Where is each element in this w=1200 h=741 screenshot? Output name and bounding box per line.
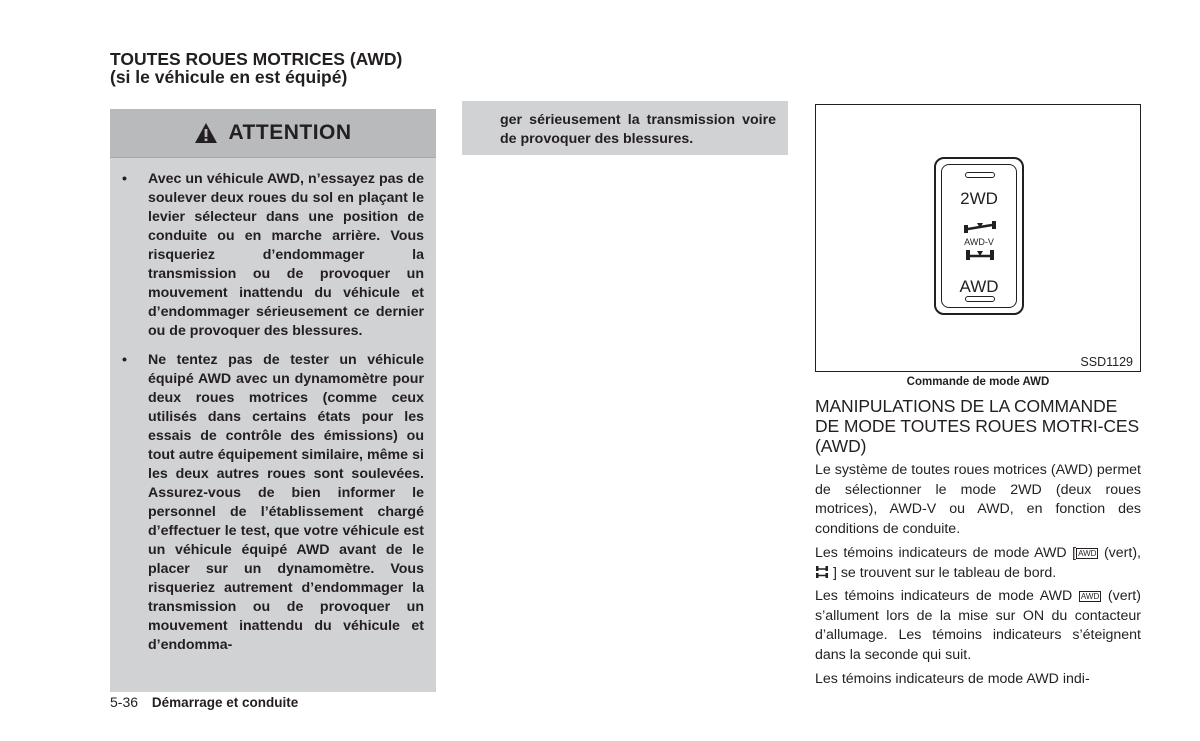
paragraph-3 [815, 587, 1141, 665]
figure-awd-switch [815, 104, 1141, 372]
section-title-sub: (si le véhicule en est équipé) [110, 67, 348, 87]
paragraph-1: Le système de toutes roues motrices (AWD) permet de sélectionner le mode 2WD (deux roues motrices), AWD-V ou AWD, en fonction des conditions de conduite. [815, 462, 1141, 537]
warning-triangle-icon [194, 122, 218, 144]
warning-continuation [462, 101, 788, 155]
awd-v-drivetrain-icon [963, 220, 997, 234]
figure-caption: Commande de mode AWD [906, 376, 1050, 388]
paragraph-2 [815, 544, 1141, 583]
switch-label-awd: AWD [959, 277, 999, 296]
warning-box [110, 109, 436, 692]
awd-indicator-symbol: AWD [1080, 592, 1100, 601]
figure-code: SSD1129 [1080, 355, 1133, 369]
paragraph-2-mid: (vert), [1103, 545, 1141, 561]
page-footer [110, 694, 298, 710]
warning-header [110, 109, 436, 158]
switch-label-2wd: 2WD [960, 189, 998, 208]
page-number: 5-36 [110, 694, 139, 710]
warning-list [110, 158, 436, 655]
warning-title: ATTENTION [228, 121, 352, 144]
warning-item [110, 170, 424, 341]
chapter-title: Démarrage et conduite [151, 695, 299, 710]
awd-drivetrain-icon [965, 249, 995, 261]
paragraph-2-start: Les témoins indicateurs de mode AWD [ [815, 545, 1077, 561]
switch-bottom-ridge [965, 296, 995, 302]
switch-face [941, 164, 1017, 308]
paragraph-4: Les témoins indicateurs de mode AWD indi- [815, 671, 1090, 687]
awd-v-indicator-icon [815, 565, 829, 579]
paragraph-3-end: (vert) s’allument lors de la mise sur ON du contacteur d’allumage. Les témoins indicateurs s’éteignent dans la seconde qui suit. [815, 588, 1141, 663]
section-title-main: TOUTES ROUES MOTRICES (AWD) [110, 49, 403, 69]
section-title [110, 50, 450, 86]
bullet: • [122, 352, 127, 368]
switch-top-ridge [965, 172, 995, 178]
subsection-heading: MANIPULATIONS DE LA COMMANDE DE MODE TOUTES ROUES MOTRI-CES (AWD) [815, 396, 1140, 456]
warning-item [110, 351, 424, 655]
paragraph-3-start: Les témoins indicateurs de mode AWD [815, 588, 1073, 604]
paragraph-2-end: ] se trouvent sur le tableau de bord. [832, 564, 1057, 581]
switch-label-awd-v: AWD-V [964, 237, 994, 247]
warning-item-text: Avec un véhicule AWD, n’essayez pas de soulever deux roues du sol en plaçant le levier sélecteur dans une position de conduite ou en marche arrière. Vous risqueriez d’endommager la transmission ou de provoquer un mouvement inattendu du véhicule et d’endommager sérieusement ce dernier ou de provoquer des blessures. [148, 171, 424, 339]
awd-indicator-symbol: AWD [1078, 549, 1097, 558]
warning-continuation-text: ger sérieusement la transmission voire de provoquer des blessures. [500, 112, 776, 147]
bullet: • [122, 171, 127, 187]
awd-mode-switch [934, 157, 1024, 315]
warning-item-text: Ne tentez pas de tester un véhicule équipé AWD avec un dynamomètre pour deux roues motrices (comme ceux utilisés dans certains états pour les essais de contrôle des émissions) ou tout autre équipement similaire, même si les deux autres roues sont soulevées. Assurez-vous de bien informer le personnel de l’établissement chargé d’effectuer le test, que votre véhicule est un véhicule équipé AWD avant de le placer sur un dynamomètre. Vous risqueriez autrement d’endommager la transmission ou de provoquer un mouvement inattendu du véhicule et d’endomma- [148, 352, 424, 653]
